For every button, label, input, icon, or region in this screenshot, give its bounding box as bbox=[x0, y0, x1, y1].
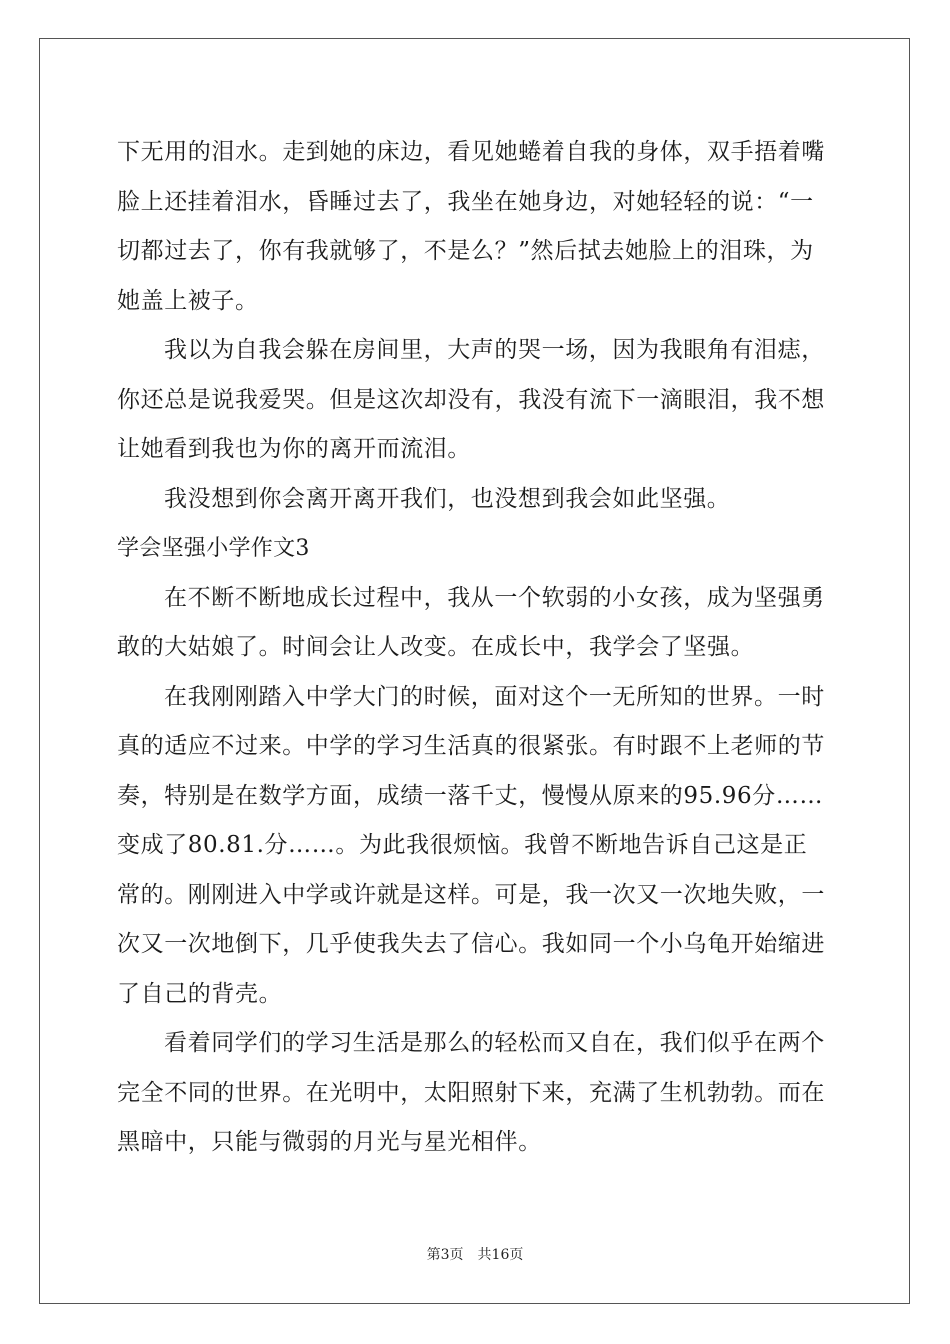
page-total: 共16页 bbox=[477, 1247, 524, 1263]
text-line: 下无用的泪水。走到她的床边，看见她蜷着自我的身体，双手捂着嘴 bbox=[117, 139, 825, 165]
text-line: 奏，特别是在数学方面，成绩一落千丈，慢慢从原来的95.96分…… bbox=[117, 782, 824, 809]
paragraph-start-line: 在我刚刚踏入中学大门的时候，面对这个一无所知的世界。一时 bbox=[164, 683, 825, 710]
text-line: 让她看到我也为你的离开而流泪。 bbox=[117, 436, 471, 462]
paragraph-start-line: 看着同学们的学习生活是那么的轻松而又自在，我们似乎在两个 bbox=[164, 1030, 825, 1056]
paragraph-start-line: 在不断不断地成长过程中，我从一个软弱的小女孩，成为坚强勇 bbox=[164, 584, 825, 611]
text-line: 脸上还挂着泪水，昏睡过去了，我坐在她身边，对她轻轻的说：“一 bbox=[117, 188, 814, 215]
page-footer bbox=[0, 1244, 950, 1264]
text-line: 常的。刚刚进入中学或许就是这样。可是，我一次又一次地失败，一 bbox=[117, 881, 825, 908]
text-line: 敢的大姑娘了。时间会让人改变。在成长中，我学会了坚强。 bbox=[117, 634, 755, 660]
text-line: 黑暗中，只能与微弱的月光与星光相伴。 bbox=[117, 1129, 542, 1155]
page-number: 第3页 bbox=[426, 1247, 464, 1263]
text-line: 完全不同的世界。在光明中，太阳照射下来，充满了生机勃勃。而在 bbox=[117, 1079, 825, 1106]
document-body bbox=[117, 128, 837, 1168]
text-line: 了自己的背壳。 bbox=[117, 980, 283, 1007]
text-line: 真的适应不过来。中学的学习生活真的很紧张。有时跟不上老师的节 bbox=[117, 733, 825, 759]
text-line: 变成了80.81.分……。为此我很烦恼。我曾不断地告诉自己这是正 bbox=[117, 832, 808, 858]
paragraph-start-line: 我以为自我会躲在房间里，大声的哭一场，因为我眼角有泪痣， bbox=[164, 337, 825, 363]
text-line: 她盖上被子。 bbox=[117, 287, 259, 314]
paragraph-start-line: 我没想到你会离开离开我们，也没想到我会如此坚强。 bbox=[164, 485, 731, 512]
text-line: 次又一次地倒下，几乎使我失去了信心。我如同一个小乌龟开始缩进 bbox=[117, 931, 825, 957]
section-heading: 学会坚强小学作文3 bbox=[117, 536, 310, 561]
text-line: 切都过去了，你有我就够了，不是么？”然后拭去她脸上的泪珠，为 bbox=[117, 238, 814, 264]
text-line: 你还总是说我爱哭。但是这次却没有，我没有流下一滴眼泪，我不想 bbox=[117, 386, 825, 413]
